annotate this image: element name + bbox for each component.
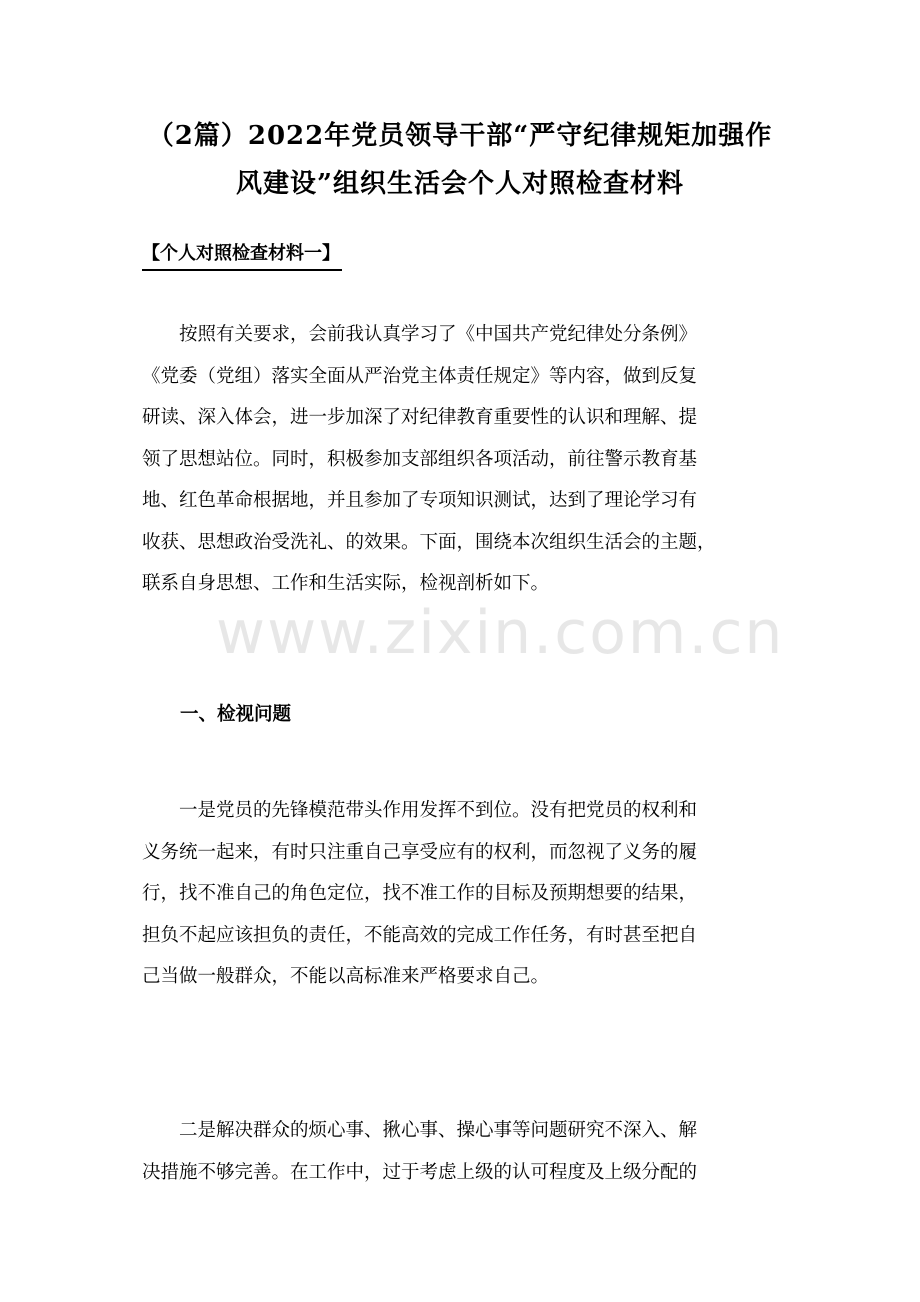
paragraph-line: 领了思想站位。同时，积极参加支部组织各项活动，前往警示教育基	[142, 448, 698, 470]
paragraph-line: 己当做一般群众，不能以高标准来严格要求自己。	[142, 966, 550, 987]
section-heading: 【个人对照检查材料一】	[142, 240, 342, 271]
watermark: www.zixin.com.cn	[216, 598, 785, 668]
paragraph-line: 一是党员的先锋模范带头作用发挥不到位。没有把党员的权利和	[179, 800, 698, 821]
paragraph-line: 联系自身思想、工作和生活实际，检视剖析如下。	[142, 573, 550, 594]
paragraph-line: 地、红色革命根据地，并且参加了专项知识测试，达到了理论学习有	[142, 490, 698, 511]
document-title	[110, 112, 810, 208]
paragraph-line: 决措施不够完善。在工作中，过于考虑上级的认可程度及上级分配的	[142, 1161, 698, 1183]
paragraph-line: 按照有关要求，会前我认真学习了《中国共产党纪律处分条例》	[179, 324, 698, 345]
paragraph-line: 收获、思想政治受洗礼、的效果。下面，围绕本次组织生活会的主题，	[142, 531, 716, 553]
paragraph-line: 义务统一起来，有时只注重自己享受应有的权利，而忽视了义务的履	[142, 841, 698, 863]
subheading-inspection-issues: 一、检视问题	[180, 704, 292, 725]
paragraph-line: 担负不起应该担负的责任，不能高效的完成工作任务，有时甚至把自	[142, 924, 698, 946]
intro-paragraph	[142, 314, 782, 605]
paragraph-line: 行，找不准自己的角色定位，找不准工作的目标及预期想要的结果，	[142, 883, 698, 904]
title-line-1: （2篇）2022年党员领导干部“严守纪律规矩加强作	[147, 121, 773, 151]
title-line-2: 风建设”组织生活会个人对照检查材料	[236, 169, 684, 199]
problem-1-paragraph	[142, 790, 782, 998]
paragraph-line: 《党委（党组）落实全面从严治党主体责任规定》等内容，做到反复	[142, 365, 698, 387]
problem-2-paragraph	[142, 1110, 782, 1193]
paragraph-line: 研读、深入体会，进一步加深了对纪律教育重要性的认识和理解、提	[142, 407, 698, 428]
paragraph-line: 二是解决群众的烦心事、揪心事、操心事等问题研究不深入、解	[179, 1120, 698, 1141]
